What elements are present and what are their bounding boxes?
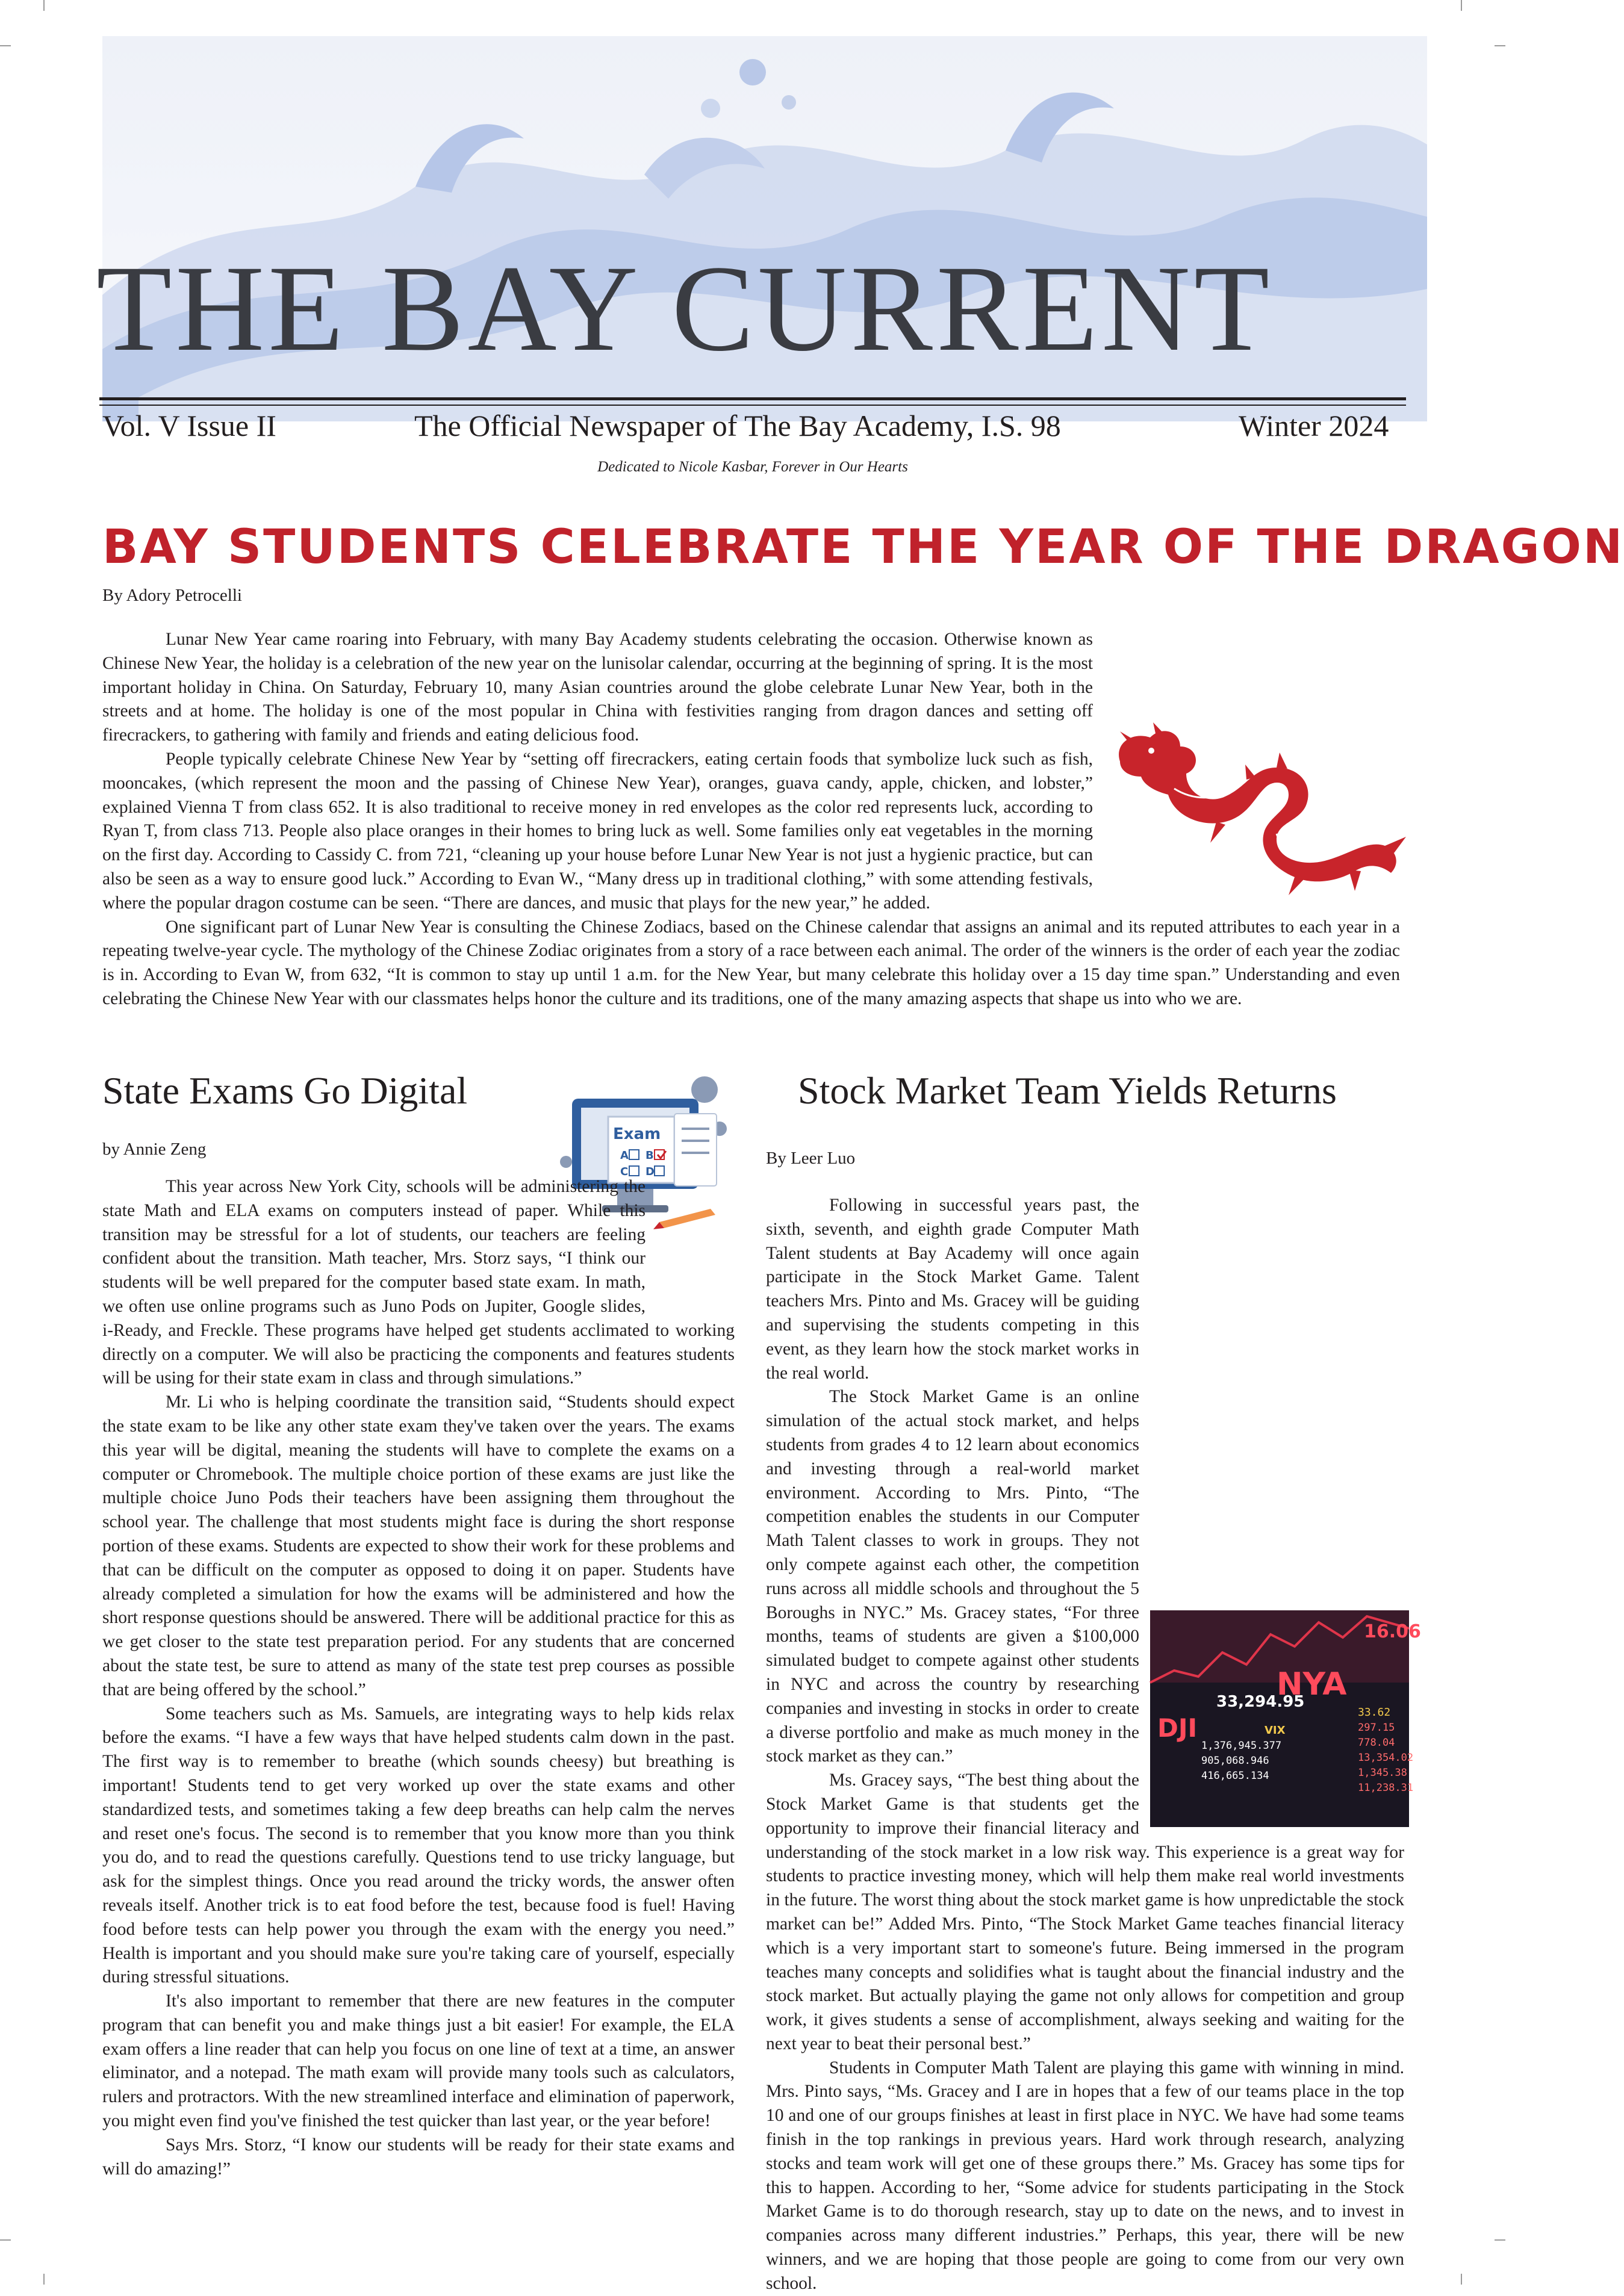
svg-text:1,376,945.377: 1,376,945.377 — [1201, 1740, 1282, 1752]
article-paragraph: Mr. Li who is helping coordinate the transition said, “Students should expect the state exam to be like any other state exam they've taken over the years. The exams this year will be digital, meaning the students will have to complete the exams on a computer or Chromebook. The multiple choice portion of these exams are just like the multiple choice Juno Pods their teachers have been assigning them throughout the school year. The challenge that most students might face is during the short response portion of these exams. Students are expected to show their work for these problems and that can be difficult on the computer as opposed to doing it on paper. Students have already completed a simulation for how the exams will be administered and how the short response questions should be answered. There will be additional practice for this as we get closer to the state test preparation period. For any students that are concerned about the state test, be sure to attend as many of the state test prep courses as possible that are being offered by the school.” — [102, 1392, 735, 1699]
masthead-rule — [99, 397, 1406, 400]
crop-mark — [0, 45, 11, 46]
lead-article-body — [102, 628, 1400, 1011]
nya-label: NYA — [1277, 1666, 1347, 1702]
article-paragraph: Says Mrs. Storz, “I know our students will be ready for their state exams and will do amazing!” — [102, 2135, 735, 2179]
svg-text:778.04: 778.04 — [1358, 1737, 1395, 1749]
article-paragraph: It's also important to remember that there are new features in the computer program that can benefit you and make things just a bit easier! For example, the ELA exam offers a line reader that can help you focus on one line of text at a time, an answer eliminator, and a notepad. The math exam will provide many tools such as calculators, rulers and protractors. With the new streamlined interface and elimination of paperwork, you might even find you've finished the test quicker than last year, or the year before! — [102, 1991, 735, 2131]
svg-text:C: C — [620, 1165, 629, 1178]
dedication-line: Dedicated to Nicole Kasbar, Forever in Our Hearts — [597, 459, 908, 475]
svg-text:416,665.134: 416,665.134 — [1201, 1770, 1269, 1782]
dji-label: DJI — [1157, 1713, 1198, 1743]
vix-label: VIX — [1265, 1724, 1286, 1737]
svg-text:905,068.946: 905,068.946 — [1201, 1755, 1269, 1767]
crop-mark — [1495, 45, 1505, 46]
crop-mark — [1461, 0, 1462, 11]
article-paragraph: Ms. Gracey says, “The best thing about the Stock Market Game is that students get the opportunity to improve their financial literacy and understanding of the stock market in a low risk way. This experience is a great way for students to practice investing money, which will help them make real world investments in the future. The worst thing about the stock market game is how unpredictable the stock market can be!” Added Mrs. Pinto, “The Stock Market Game teaches financial literacy which is a very important start to someone's future. Being immersed in the program teaches many concepts and solidifies what is taught about the financial industry and the stock market. But actually playing the game not only allows for competition and group work, it gives students a sense of accomplishment, always seeking and waiting for the next year to beat their personal best.” — [766, 1770, 1404, 2053]
article-paragraph: The Stock Market Game is an online simulation of the actual stock market, and helps students from grades 4 to 12 learn about economics and investing through a real-world market environment. According to Mrs. Pinto, “The competition enables the students in our Computer Math Talent classes to work in groups. They not only compete against each other, the competition runs across all middle schools and throughout the 5 Boroughs in NYC.” Ms. Gracey states, “For three months, teams of students are given a $100,000 simulated budget to compete against other students in NYC and across the country by researching companies and investing in stocks in order to create a diverse portfolio and make as much money in the stock market as they can.” — [766, 1387, 1139, 1766]
crop-mark — [43, 2274, 45, 2285]
volume-issue: Vol. V Issue II — [102, 409, 276, 442]
article-paragraph: Following in successful years past, the sixth, seventh, and eighth grade Computer Math Talent students at Bay Academy will once again participate in the Stock Market Game. Talent teachers Mrs. Pinto and Ms. Gracey will be guiding and supervising the students competing in this event, as they learn how the stock market works in the real world. — [766, 1196, 1139, 1383]
lead-headline: BAY STUDENTS CELEBRATE THE YEAR OF THE DRAGON — [102, 520, 1624, 574]
newspaper-title: THE BAY CURRENT — [96, 240, 1274, 377]
crop-mark — [43, 0, 45, 11]
svg-text:B: B — [646, 1149, 654, 1162]
exam-article-body — [102, 1175, 735, 2181]
svg-text:A: A — [620, 1149, 629, 1162]
svg-text:33,294.95: 33,294.95 — [1216, 1693, 1305, 1711]
svg-text:297.15: 297.15 — [1358, 1722, 1395, 1734]
masthead-rule — [99, 405, 1406, 406]
issue-season: Winter 2024 — [1239, 409, 1389, 442]
exam-byline: by Annie Zeng — [102, 1140, 207, 1159]
article-paragraph: Lunar New Year came roaring into February, with many Bay Academy students celebrating the occasion. Otherwise known as Chinese New Year, the holiday is a celebration of the new year on the lunisolar calendar, occurring at the beginning of spring. It is the most important holiday in China. On Saturday, February 10, many Asian countries around the globe celebrate Lunar New Year, both in the streets and at home. The holiday is one of the most popular in China with festivities ranging from dragon dances and setting off firecrackers, to gathering with family and friends and eating delicious food. — [102, 630, 1093, 745]
lead-byline: By Adory Petrocelli — [102, 586, 242, 605]
exam-headline: State Exams Go Digital — [102, 1069, 468, 1112]
svg-text:11,238.31: 11,238.31 — [1358, 1782, 1414, 1794]
crop-mark — [1461, 2274, 1462, 2285]
article-paragraph: People typically celebrate Chinese New Year by “setting off firecrackers, eating certain foods that symbolize luck such as fish, mooncakes, (which represent the moon and the passing of Chinese New Year), oranges, guava candy, apple, chicken, and lobster,” explained Vienna T from class 652. It is also traditional to receive money in red envelopes as the color red represents luck, according to Ryan T, from class 713. People also place oranges in their homes to bring luck as well. Some families only eat vegetables in the morning on the first day. According to Cassidy C. from 721, “cleaning up your house before Lunar New Year is not just a hygienic practice, but can also be seen as a way to ensure good luck.” According to Evan W., “Many dress up in traditional clothing,” with some attending festivals, where the popular dragon costume can be seen. “There are dances, and music that plays for the new year,” he added. — [102, 749, 1093, 913]
article-paragraph: One significant part of Lunar New Year is consulting the Chinese Zodiacs, based on the Chinese calendar that assigns an animal and its reputed attributes to each year in a repeating twelve-year cycle. The mythology of the Chinese Zodiac originates from a story of a race between each animal. The order of the winners is the order of each year the zodiac is in. According to Evan W, from 632, “It is common to stay up until 1 a.m. for the New Year, but many celebrate this holiday over a 15 day time span.” Understanding and even celebrating the Chinese New Year with our classmates helps honor the culture and its traditions, one of the many amazing aspects that shape us into who we are. — [102, 917, 1400, 1008]
article-paragraph: This year across New York City, schools will be administering the state Math and ELA exams on computers instead of paper. While this transition may be stressful for a lot of students, our teachers are feeling confident about the transition. Math teacher, Mrs. Storz says, “I think our students will be well prepared for the computer based state exam. In math, we often use online programs such as Juno Pods on Jupiter, Google slides, i-Ready, and Freckle. These programs have helped get students acclimated to working directly on a computer. We will also be practicing the components and features students will be using for their state exam in class and through simulations.” — [102, 1177, 735, 1388]
stock-article-body — [766, 1194, 1404, 2296]
crop-mark — [0, 2239, 11, 2241]
newspaper-tagline: The Official Newspaper of The Bay Academy, I.S. 98 — [414, 409, 1061, 442]
stock-byline: By Leer Luo — [766, 1149, 856, 1168]
exam-icon-label: Exam — [613, 1125, 661, 1143]
svg-text:D: D — [646, 1165, 655, 1178]
svg-text:16.06: 16.06 — [1364, 1621, 1421, 1642]
article-paragraph: Students in Computer Math Talent are playing this game with winning in mind. Mrs. Pinto says, “Ms. Gracey and I are in hopes that a few of our teams place in the top 10 and one of our groups finishes at least in first place in NYC. We have had some teams finish in the top rankings in previous years. Hard work through research, analyzing stocks and team work will get one of these groups there.” Ms. Gracey has some tips for this to happen. According to her, “Some advice for students participating in the Stock Market Game is to do thorough research, stay up to date on the news, and to invest in companies across many different industries.” Perhaps, this year, there will be new winners, and we are hoping that those people are going to come from our very own school. — [766, 2058, 1404, 2293]
svg-text:33.62: 33.62 — [1358, 1706, 1391, 1719]
svg-text:13,354.02: 13,354.02 — [1358, 1752, 1414, 1764]
stock-headline: Stock Market Team Yields Returns — [798, 1069, 1337, 1112]
crop-mark — [1495, 2239, 1505, 2241]
article-paragraph: Some teachers such as Ms. Samuels, are integrating ways to help kids relax before the exams. “I have a few ways that have helped students calm down in the past. The first way is to remember to breathe (which sounds cheesy) but breathing is important! Students tend to get very worked up over the state exams and other standardized tests, and sometimes taking a few deep breaths can help calm the nerves and reset one's focus. The second is to remember that you know more than you think you do, and to read the questions carefully. Questions tend to use tricky language, but ask for the simplest things. Once you read around the tricky words, the answer often reveals itself. Another trick is to eat food before the test, because food is fuel! Having food before tests can help power you through the exam with the energy you need.” Health is important and you should make sure you're taking care of yourself, especially during stressful situations. — [102, 1704, 735, 1987]
svg-text:1,345.38: 1,345.38 — [1358, 1767, 1407, 1779]
